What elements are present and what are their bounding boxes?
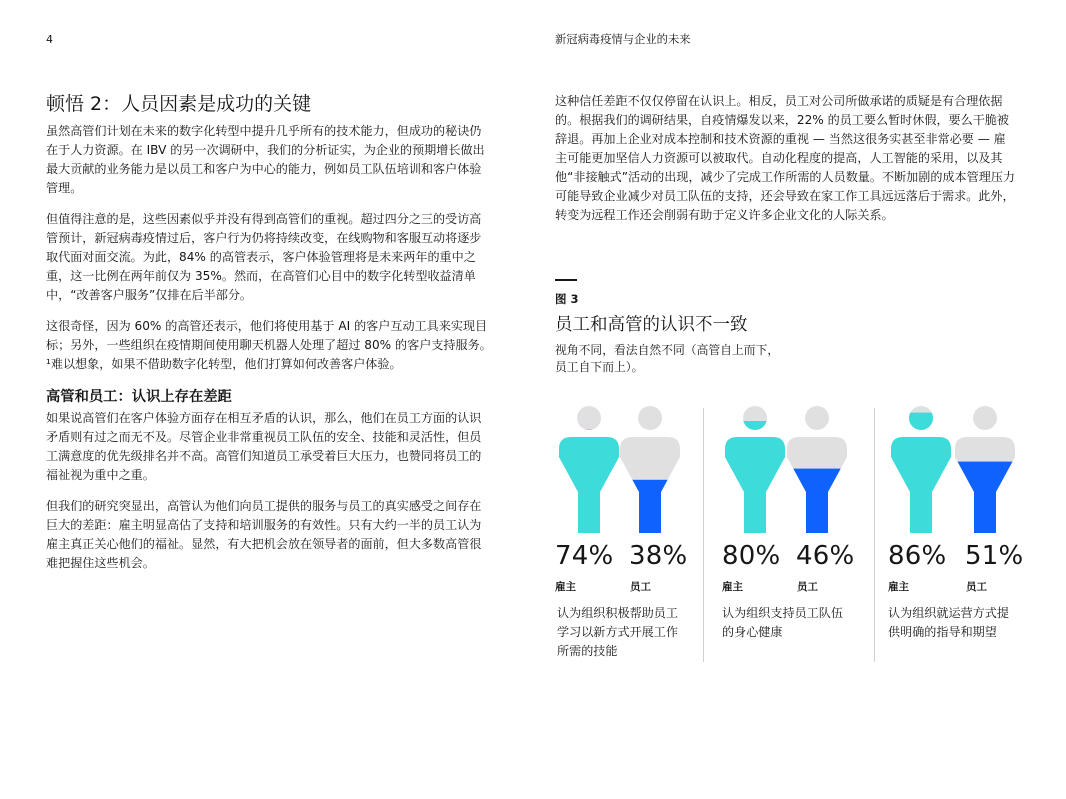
employer-fill-level xyxy=(890,413,952,533)
body-paragraph: 但我们的研究突显出，高管认为他们向员工提供的服务与员工的真实感受之间存在巨大的差距：雇主明显高估了支持和培训服务的有效性。只有大约一半的员工认为雇主真正关心他们的福祉。显然，有大把机会放在领导者的面前，但大多数高管很难把握住这些机会。 xyxy=(46,499,482,570)
employee-figure-2 xyxy=(786,406,848,533)
figure-head xyxy=(973,406,997,430)
employer-fill-level xyxy=(724,421,786,533)
figure-group-2 xyxy=(722,540,862,664)
employer-figure-2 xyxy=(724,406,786,533)
figure-head xyxy=(805,406,829,430)
group-description: 认为组织就运营方式提供明确的指导和期望 xyxy=(888,606,1009,639)
figure-group-3 xyxy=(888,540,1028,664)
figure-title: 员工和高管的认识不一致 xyxy=(555,315,748,335)
employer-label: 雇主 xyxy=(722,581,743,593)
employee-fill-level xyxy=(786,469,848,533)
perception-infographic xyxy=(548,400,1028,540)
body-paragraph: 虽然高管们计划在未来的数字化转型中提升几乎所有的技术能力，但成功的秘诀仍在于人力资源。在 IBV 的另一次调研中，我们的分析证实，为企业的预期增长做出最大贡献的业务能力是以员工和客户为中心的能力，例如员工队伍培训和客户体验管理。 xyxy=(46,124,485,195)
right-column xyxy=(555,92,1017,237)
employer-label: 雇主 xyxy=(555,581,576,593)
figure-head xyxy=(577,406,601,430)
body-paragraph: 这种信任差距不仅仅停留在认识上。相反，员工对公司所做承诺的质疑是有合理依据的。根据我们的调研结果，自疫情爆发以来，22% 的员工要么暂时休假，要么干脆被辞退。再加上企业对成本控制和技术资源的重视 — 当然这很务实甚至非常必要 — 雇主可能更加坚信人力资源可以被取代。自动化程度的提高，人工智能的采用，以及其他“非接触式”活动的出现，减少了完成工作所需的人员数量。不断加剧的成本管理压力可能导致企业减少对员工队伍的支持，还会导致在家工作工具远远落后于需求。此外，转变为远程工作还会削弱有助于定义许多企业文化的人际关系。 xyxy=(555,94,1016,222)
figure-group-1 xyxy=(555,540,695,664)
section-subheading: 高管和员工：认识上存在差距 xyxy=(46,389,232,405)
employee-label: 员工 xyxy=(630,581,651,593)
group-divider xyxy=(703,408,704,662)
body-paragraph: 如果说高管们在客户体验方面存在相互矛盾的认识，那么，他们在员工方面的认识矛盾则有过之而无不及。尽管企业非常重视员工队伍的安全、技能和灵活性，但员工满意度的优先级排名并不高。高管们知道员工承受着巨大压力，也赞同将员工的福祉视为重中之重。 xyxy=(46,411,482,482)
employee-percentage: 51% xyxy=(965,541,1024,571)
employer-fill-level xyxy=(558,429,620,533)
figure-subtitle: 视角不同，看法自然不同（高管自上而下，员工自下而上）。 xyxy=(555,343,780,374)
page-number: 4 xyxy=(46,33,53,46)
employee-figure-3 xyxy=(954,406,1016,533)
employer-percentage: 74% xyxy=(555,541,614,571)
group-description: 认为组织支持员工队伍的身心健康 xyxy=(722,606,843,639)
section-heading: 顿悟 2：人员因素是成功的关键 xyxy=(46,93,312,115)
employee-fill-level xyxy=(954,462,1016,533)
employee-figure-1 xyxy=(619,406,681,533)
employee-fill-level xyxy=(619,480,681,533)
employee-label: 员工 xyxy=(966,581,987,593)
body-paragraph: 但值得注意的是，这些因素似乎并没有得到高管们的重视。超过四分之三的受访高管预计，新冠病毒疫情过后，客户行为仍将持续改变，在线购物和客服互动将逐步取代面对面交流。为此，84% 的高管表示，客户体验管理将是未来两年的重中之重，这一比例在两年前仅为 35%。然而，在高管们心目中的数字化转型收益清单中，“改善客户服务”仅排在后半部分。 xyxy=(46,212,482,302)
figure-head xyxy=(638,406,662,430)
figure-rule xyxy=(555,279,577,281)
employer-label: 雇主 xyxy=(888,581,909,593)
employer-figure-3 xyxy=(890,406,952,533)
left-column xyxy=(46,92,492,585)
employer-percentage: 86% xyxy=(888,541,947,571)
employee-label: 员工 xyxy=(797,581,818,593)
body-paragraph: 这很奇怪，因为 60% 的高管还表示，他们将使用基于 AI 的客户互动工具来实现目标；另外，一些组织在疫情期间使用聊天机器人处理了超过 80% 的客户支持服务。¹难以想象，如果不借助数字化转型，他们打算如何改善客户体验。 xyxy=(46,319,492,371)
employee-percentage: 46% xyxy=(796,541,855,571)
group-divider xyxy=(874,408,875,662)
running-title: 新冠病毒疫情与企业的未来 xyxy=(555,33,691,46)
group-description: 认为组织积极帮助员工学习以新方式开展工作所需的技能 xyxy=(557,606,678,658)
employer-percentage: 80% xyxy=(722,541,781,571)
figure-label: 图 3 xyxy=(555,292,579,306)
employee-percentage: 38% xyxy=(629,541,688,571)
employer-figure-1 xyxy=(558,406,620,533)
